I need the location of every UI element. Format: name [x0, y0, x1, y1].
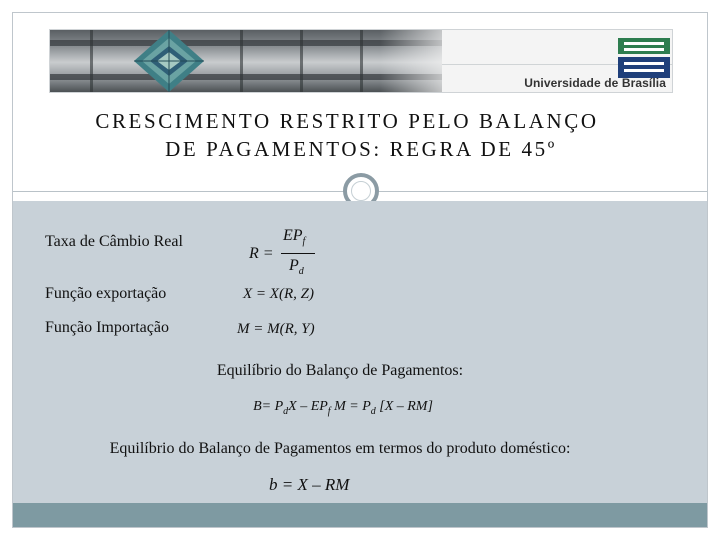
bp-domestic-formula: b = X – RM	[269, 475, 350, 494]
banner-post	[240, 30, 243, 92]
exchange-rate-formula	[249, 227, 329, 283]
formula-lhs: R =	[249, 245, 274, 262]
slide-title-line1: CRESCIMENTO RESTRITO PELO BALANÇO	[95, 109, 599, 133]
bp-domestic-heading: Equilíbrio do Balanço de Pagamentos em termos do produto doméstico:	[109, 440, 571, 457]
formula-denominator: $P_d$	[289, 257, 304, 278]
label-real-exchange-rate: Taxa de Câmbio Real	[45, 233, 183, 250]
banner-fade	[380, 30, 470, 92]
bp-equilibrium-heading: Equilíbrio do Balanço de Pagamentos:	[216, 362, 464, 379]
label-export-function: Função exportação	[45, 285, 167, 302]
footer-bar	[13, 503, 708, 528]
export-function-formula: X = X(R, Z)	[243, 286, 314, 302]
import-function-formula: M = M(R, Y)	[237, 321, 315, 337]
slide-title-line2: DE PAGAMENTOS: REGRA DE 45º	[165, 137, 557, 161]
header-banner	[49, 29, 673, 93]
mosaic-ornament-icon	[132, 29, 206, 93]
banner-post	[360, 30, 363, 92]
fraction-bar	[281, 253, 315, 254]
banner-post	[90, 30, 93, 92]
unb-logo-icon	[618, 38, 670, 78]
banner-post	[300, 30, 303, 92]
formula-numerator: $EP_f$	[283, 227, 306, 248]
slide-title	[13, 107, 708, 163]
slide-frame	[12, 12, 708, 528]
institution-name: Universidade de Brasília	[524, 76, 666, 90]
label-import-function: Função Importação	[45, 319, 169, 336]
bp-equilibrium-formula: $B= P_dX - EP_f$ $M = P_d$ [X – RM]	[253, 399, 433, 417]
